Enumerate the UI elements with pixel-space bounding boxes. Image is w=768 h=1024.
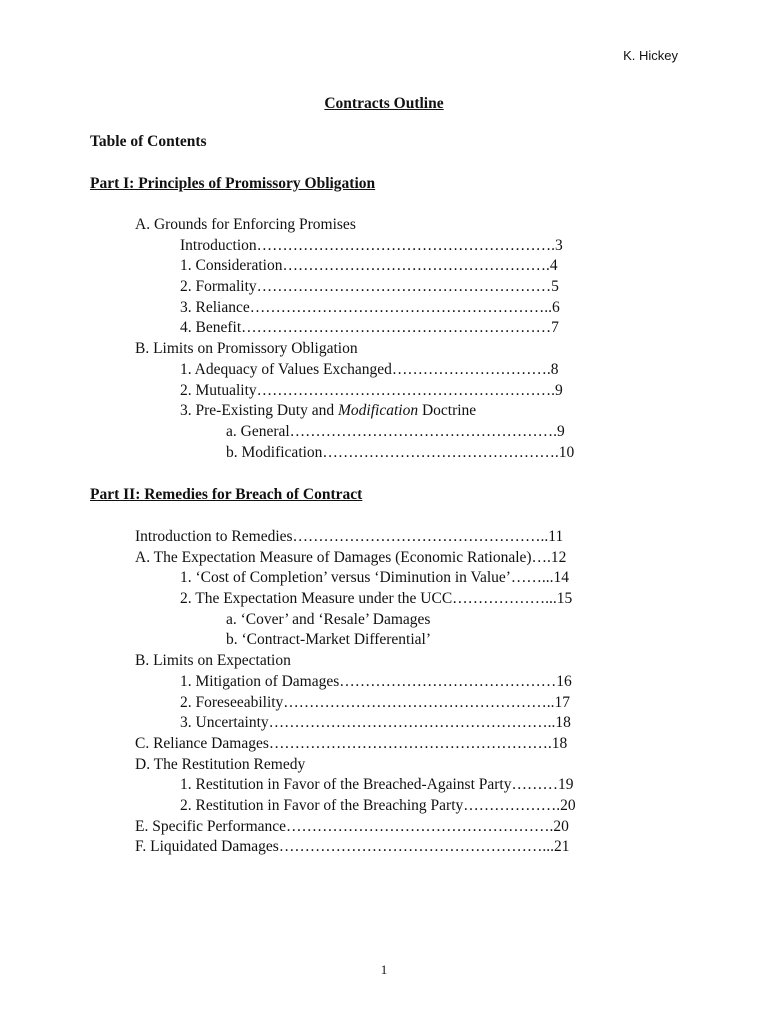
toc-entry: 2. Foreseeability……………………………………………..17	[180, 693, 571, 711]
part2-toc	[0, 527, 576, 858]
part1-toc	[0, 215, 574, 463]
toc-entry: 2. Formality…………………………………………………5	[180, 278, 559, 296]
toc-entry: Introduction………………………………………………….3	[180, 236, 563, 254]
toc-entry: D. The Restitution Remedy	[135, 755, 306, 773]
page-number: 1	[380, 962, 388, 977]
toc-entry: A. The Expectation Measure of Damages (Economic Rationale)….12	[135, 548, 567, 566]
author-name: K. Hickey	[623, 48, 678, 63]
part2-heading: Part II: Remedies for Breach of Contract	[90, 486, 363, 503]
toc-entry: B. Limits on Expectation	[135, 652, 291, 670]
toc-entry: 1. Adequacy of Values Exchanged………………………….8	[180, 360, 559, 378]
toc-entry: B. Limits on Promissory Obligation	[135, 340, 358, 358]
toc-entry: 1. Consideration…………………………………………….4	[180, 257, 558, 275]
toc-entry: 1. ‘Cost of Completion’ versus ‘Diminution in Value’……...14	[180, 569, 570, 587]
toc-entry: a. ‘Cover’ and ‘Resale’ Damages	[226, 610, 431, 628]
toc-entry: 3. Uncertainty………………………………………………..18	[180, 714, 571, 732]
toc-entry: E. Specific Performance…………………………………………….20	[135, 817, 569, 835]
toc-entry: 2. Restitution in Favor of the Breaching Party……………….20	[180, 796, 576, 814]
toc-heading: Table of Contents	[90, 133, 207, 150]
toc-entry: 1. Restitution in Favor of the Breached-Against Party………19	[180, 776, 574, 794]
toc-entry: 2. Mutuality………………………………………………….9	[180, 381, 563, 399]
toc-entry: 3. Pre-Existing Duty and Modification Doctrine	[180, 402, 477, 420]
toc-entry: 1. Mitigation of Damages……………………………………16	[180, 672, 572, 690]
toc-entry: A. Grounds for Enforcing Promises	[135, 216, 356, 233]
toc-entry: Introduction to Remedies…………………………………………..11	[135, 528, 564, 545]
document-title: Contracts Outline	[324, 95, 444, 112]
toc-entry: b. ‘Contract-Market Differential’	[226, 631, 432, 649]
toc-entry: b. Modification……………………………………….10	[226, 443, 575, 461]
part1-heading: Part I: Principles of Promissory Obligation	[90, 175, 376, 192]
toc-entry: 2. The Expectation Measure under the UCC………………...15	[180, 590, 573, 608]
toc-entry: 4. Benefit……………………………………………………7	[180, 319, 559, 337]
toc-entry: F. Liquidated Damages……………………………………………...21	[135, 838, 570, 856]
toc-entry: a. General…………………………………………….9	[226, 422, 565, 440]
toc-entry: 3. Reliance…………………………………………………..6	[180, 298, 560, 316]
toc-entry: C. Reliance Damages……………………………………………….18	[135, 734, 568, 752]
